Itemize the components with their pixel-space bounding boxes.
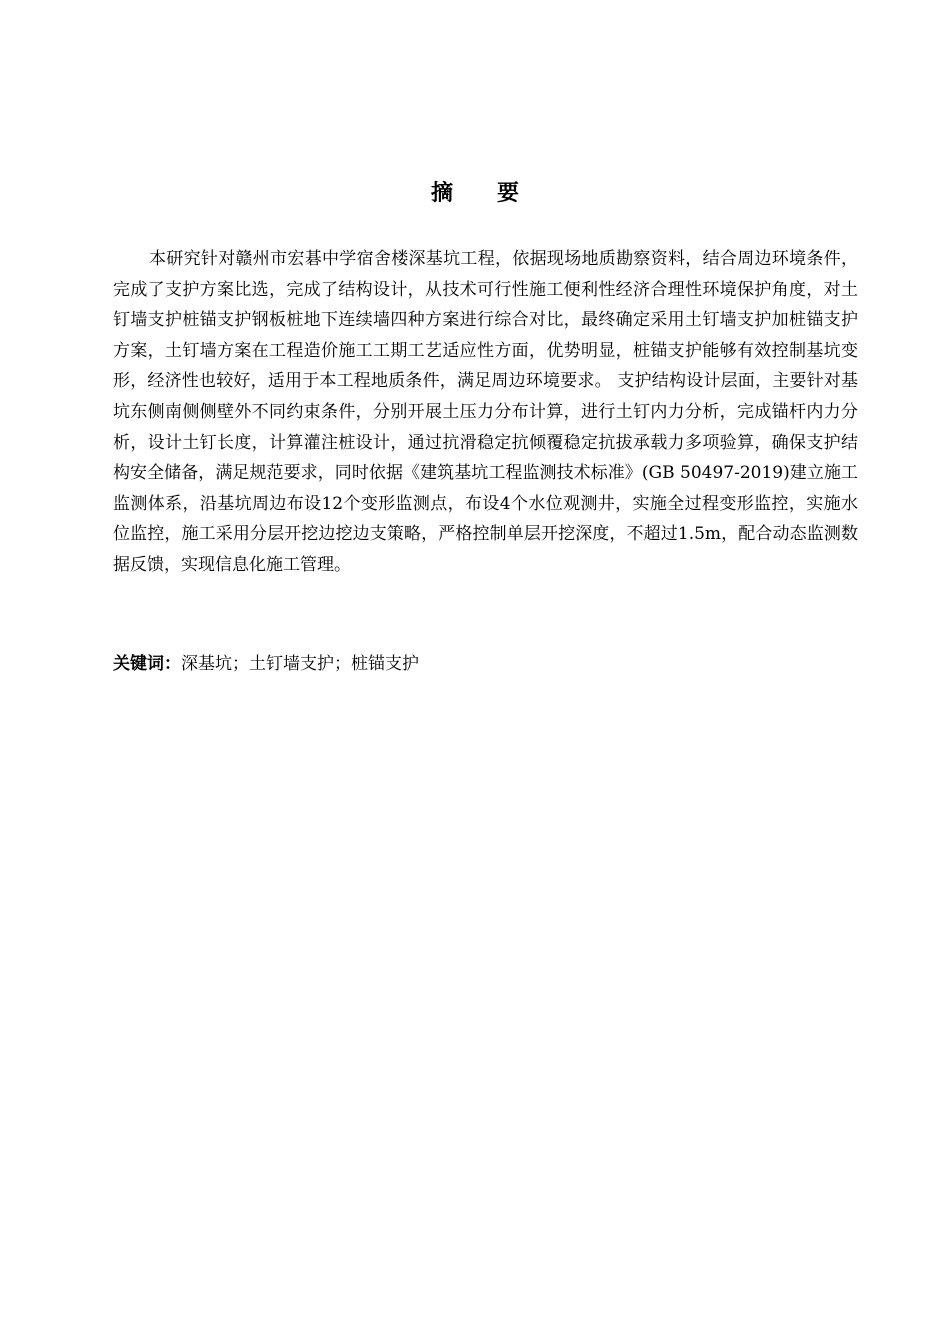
keywords-line [113,650,858,678]
abstract-paragraph: 本研究针对赣州市宏碁中学宿舍楼深基坑工程，依据现场地质勘察资料，结合周边环境条件，完成了支护方案比选，完成了结构设计，从技术可行性施工便利性经济合理性环境保护角度，对土钉墙支护桩锚支护钢板桩地下连续墙四种方案进行综合对比，最终确定采用土钉墙支护加桩锚支护方案，土钉墙方案在工程造价施工工期工艺适应性方面，优势明显，桩锚支护能够有效控制基坑变形，经济性也较好，适用于本工程地质条件，满足周边环境要求。 支护结构设计层面，主要针对基坑东侧南侧侧壁外不同约束条件，分别开展土压力分布计算，进行土钉内力分析，完成锚杆内力分析，设计土钉长度，计算灌注桩设计，通过抗滑稳定抗倾覆稳定抗拔承载力多项验算，确保支护结构安全储备，满足规范要求，同时依据《建筑基坑工程监测技术标准》(GB 50497-2019)建立施工监测体系，沿基坑周边布设12个变形监测点，布设4个水位观测井，实施全过程变形监控，实施水位监控，施工采用分层开挖边挖边支策略，严格控制单层开挖深度，不超过1.5m，配合动态监测数据反馈，实现信息化施工管理。 [113,249,858,575]
keywords-text: 深基坑；土钉墙支护；桩锚支护 [181,654,419,674]
keywords-label: 关键词： [113,654,181,674]
abstract-title: 摘要 [430,181,563,206]
